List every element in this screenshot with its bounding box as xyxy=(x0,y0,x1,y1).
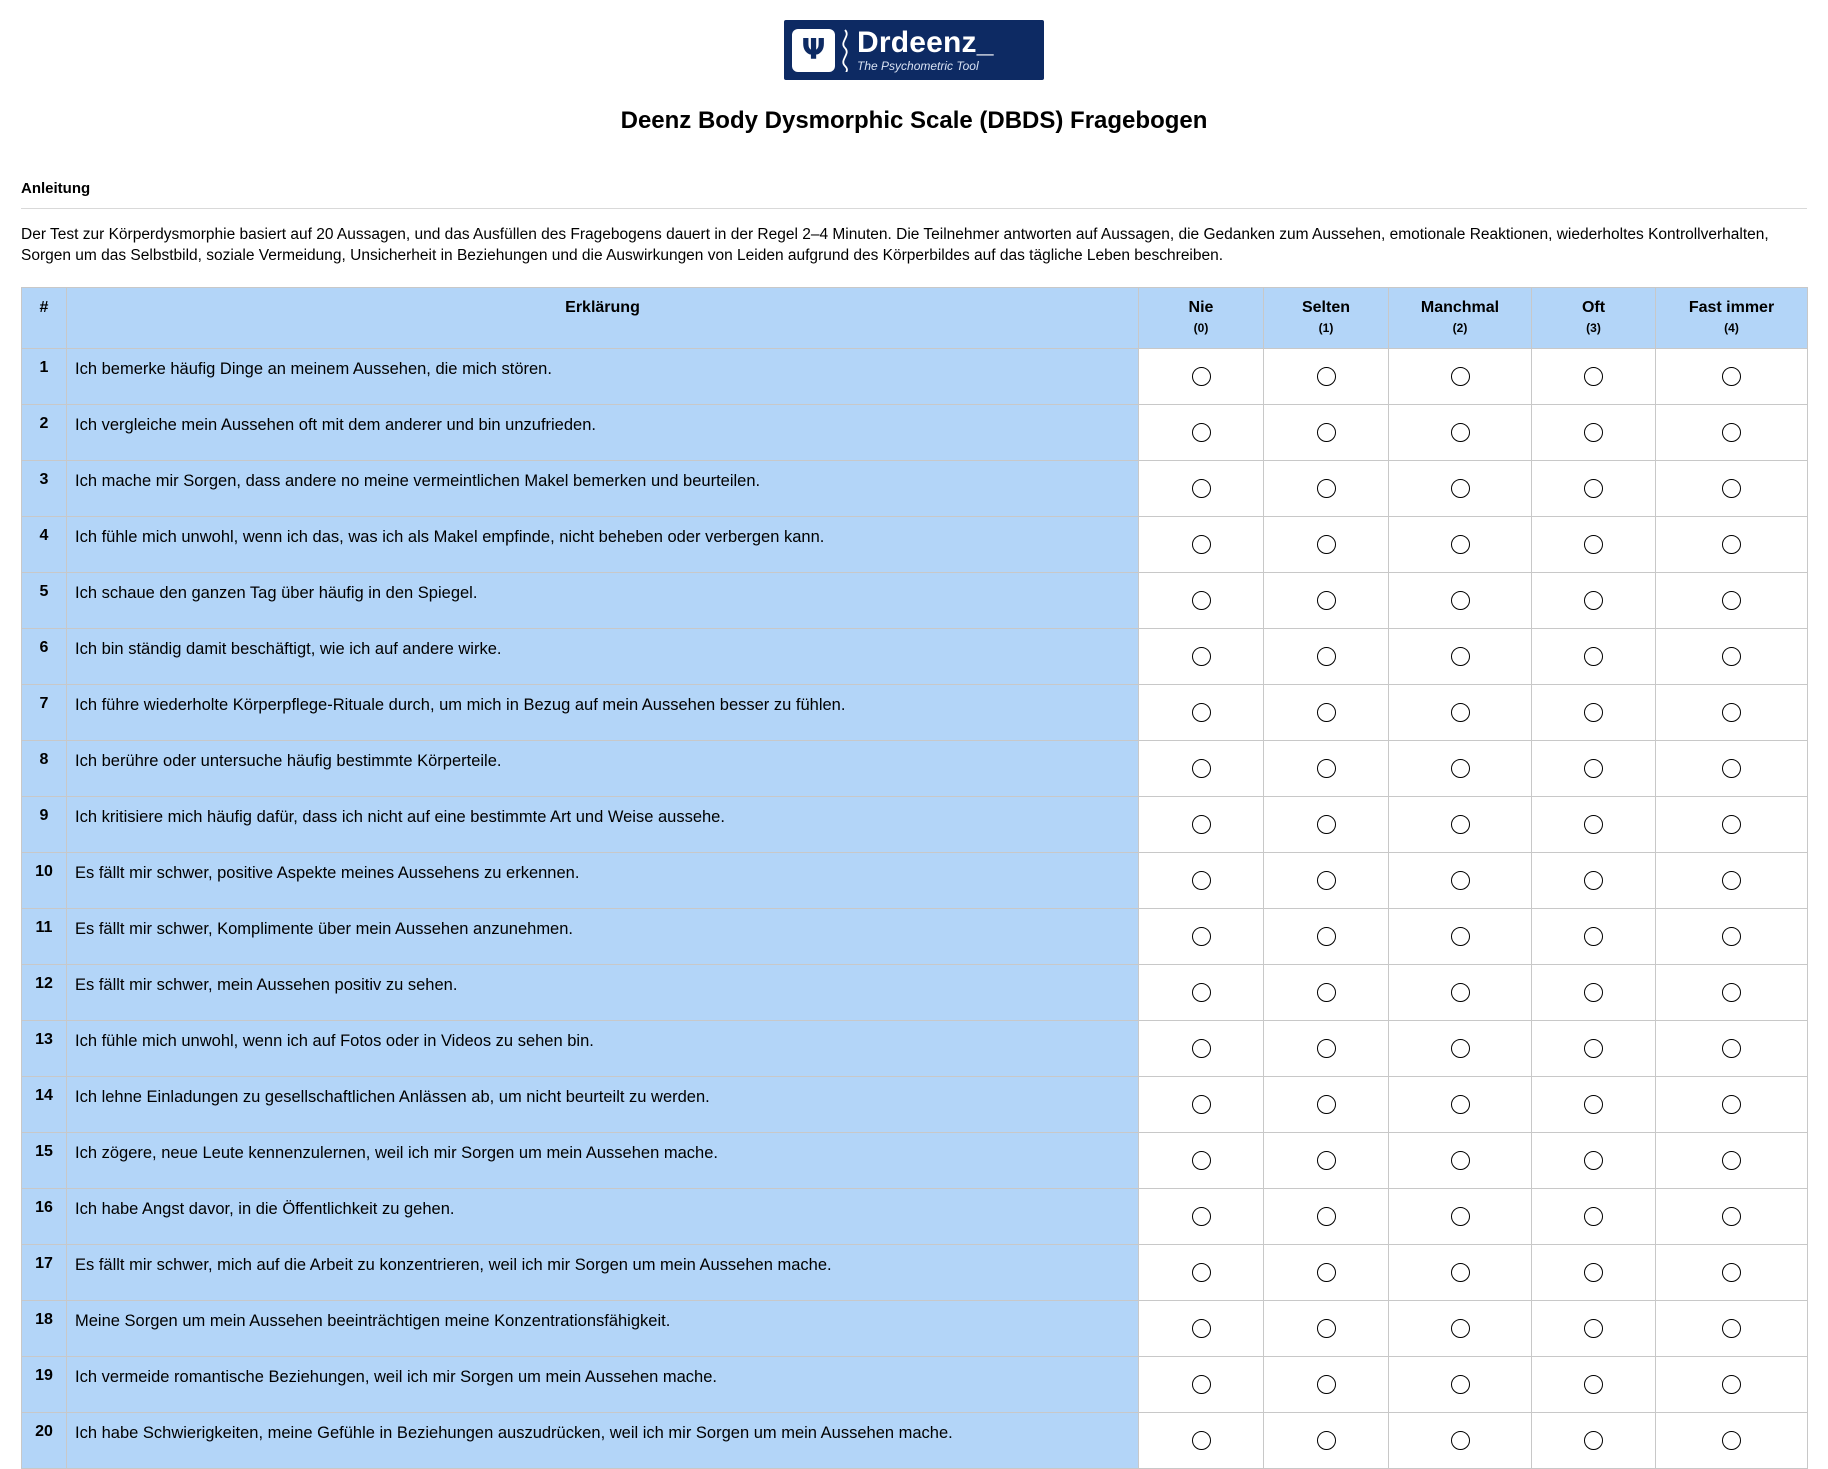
question-number: 4 xyxy=(22,517,67,573)
answer-radio[interactable] xyxy=(1451,1375,1470,1394)
answer-radio[interactable] xyxy=(1192,1151,1211,1170)
answer-radio[interactable] xyxy=(1584,1151,1603,1170)
answer-cell xyxy=(1532,1189,1656,1245)
answer-radio[interactable] xyxy=(1722,983,1741,1002)
answer-cell xyxy=(1656,797,1808,853)
answer-radio[interactable] xyxy=(1584,1095,1603,1114)
answer-cell xyxy=(1532,517,1656,573)
answer-cell xyxy=(1532,685,1656,741)
question-number: 7 xyxy=(22,685,67,741)
answer-radio[interactable] xyxy=(1584,927,1603,946)
answer-cell xyxy=(1264,1077,1389,1133)
table-header-row xyxy=(22,288,1808,349)
answer-cell xyxy=(1532,1301,1656,1357)
answer-cell xyxy=(1264,349,1389,405)
answer-radio[interactable] xyxy=(1317,1095,1336,1114)
table-row xyxy=(22,1413,1808,1469)
instructions-heading: Anleitung xyxy=(21,180,91,197)
answer-cell xyxy=(1139,853,1264,909)
answer-cell xyxy=(1389,629,1532,685)
answer-radio[interactable] xyxy=(1192,1431,1211,1450)
answer-cell xyxy=(1656,685,1808,741)
answer-cell xyxy=(1532,853,1656,909)
question-text: Ich schaue den ganzen Tag über häufig in den Spiegel. xyxy=(67,573,1139,629)
table-row xyxy=(22,629,1808,685)
answer-radio[interactable] xyxy=(1722,1319,1741,1338)
answer-radio[interactable] xyxy=(1584,983,1603,1002)
answer-radio[interactable] xyxy=(1722,1375,1741,1394)
answer-cell xyxy=(1389,853,1532,909)
answer-cell xyxy=(1389,685,1532,741)
answer-cell xyxy=(1656,629,1808,685)
header-number: # xyxy=(22,288,67,349)
answer-cell xyxy=(1532,1357,1656,1413)
answer-cell xyxy=(1656,853,1808,909)
answer-cell xyxy=(1656,517,1808,573)
answer-cell xyxy=(1139,1301,1264,1357)
answer-cell xyxy=(1656,1021,1808,1077)
answer-radio[interactable] xyxy=(1192,927,1211,946)
answer-cell xyxy=(1656,1133,1808,1189)
question-number: 8 xyxy=(22,741,67,797)
question-text: Ich zögere, neue Leute kennenzulernen, weil ich mir Sorgen um mein Aussehen mache. xyxy=(67,1133,1139,1189)
logo-text xyxy=(857,25,994,73)
answer-radio[interactable] xyxy=(1584,759,1603,778)
question-text: Ich fühle mich unwohl, wenn ich das, was ich als Makel empfinde, nicht beheben oder verbergen kann. xyxy=(67,517,1139,573)
answer-radio[interactable] xyxy=(1584,1207,1603,1226)
answer-cell xyxy=(1139,1357,1264,1413)
question-text: Ich kritisiere mich häufig dafür, dass ich nicht auf eine bestimmte Art und Weise aussehe. xyxy=(67,797,1139,853)
question-number: 20 xyxy=(22,1413,67,1469)
question-number: 9 xyxy=(22,797,67,853)
answer-cell xyxy=(1139,1133,1264,1189)
answer-cell xyxy=(1264,629,1389,685)
answer-radio[interactable] xyxy=(1722,479,1741,498)
answer-cell xyxy=(1389,1413,1532,1469)
question-text: Es fällt mir schwer, Komplimente über mein Aussehen anzunehmen. xyxy=(67,909,1139,965)
answer-cell xyxy=(1264,573,1389,629)
answer-radio[interactable] xyxy=(1317,535,1336,554)
answer-cell xyxy=(1264,741,1389,797)
question-text: Ich habe Schwierigkeiten, meine Gefühle in Beziehungen auszudrücken, weil ich mir Sorgen um mein Aussehen mache. xyxy=(67,1413,1139,1469)
answer-radio[interactable] xyxy=(1317,703,1336,722)
answer-cell xyxy=(1264,909,1389,965)
question-text: Ich bin ständig damit beschäftigt, wie ich auf andere wirke. xyxy=(67,629,1139,685)
answer-cell xyxy=(1389,461,1532,517)
answer-cell xyxy=(1139,909,1264,965)
answer-radio[interactable] xyxy=(1317,1263,1336,1282)
answer-cell xyxy=(1264,461,1389,517)
answer-cell xyxy=(1389,1077,1532,1133)
answer-cell xyxy=(1656,741,1808,797)
answer-radio[interactable] xyxy=(1722,815,1741,834)
table-row xyxy=(22,517,1808,573)
table-row xyxy=(22,685,1808,741)
answer-cell xyxy=(1532,629,1656,685)
question-number: 1 xyxy=(22,349,67,405)
answer-radio[interactable] xyxy=(1192,983,1211,1002)
table-row xyxy=(22,909,1808,965)
answer-cell xyxy=(1139,965,1264,1021)
answer-radio[interactable] xyxy=(1192,367,1211,386)
answer-cell xyxy=(1389,405,1532,461)
answer-cell xyxy=(1139,1245,1264,1301)
answer-radio[interactable] xyxy=(1317,647,1336,666)
header-option: Selten (1) xyxy=(1264,288,1389,349)
answer-radio[interactable] xyxy=(1722,871,1741,890)
question-text: Es fällt mir schwer, mein Aussehen positiv zu sehen. xyxy=(67,965,1139,1021)
answer-cell xyxy=(1264,965,1389,1021)
answer-radio[interactable] xyxy=(1722,423,1741,442)
answer-cell xyxy=(1264,405,1389,461)
answer-radio[interactable] xyxy=(1451,815,1470,834)
answer-cell xyxy=(1656,1189,1808,1245)
answer-radio[interactable] xyxy=(1192,535,1211,554)
answer-cell xyxy=(1656,573,1808,629)
answer-radio[interactable] xyxy=(1192,479,1211,498)
answer-radio[interactable] xyxy=(1451,1095,1470,1114)
answer-cell xyxy=(1139,461,1264,517)
answer-cell xyxy=(1139,517,1264,573)
answer-radio[interactable] xyxy=(1722,367,1741,386)
question-number: 11 xyxy=(22,909,67,965)
answer-cell xyxy=(1389,1021,1532,1077)
answer-cell xyxy=(1656,1357,1808,1413)
answer-radio[interactable] xyxy=(1317,983,1336,1002)
answer-radio[interactable] xyxy=(1584,1431,1603,1450)
answer-radio[interactable] xyxy=(1317,367,1336,386)
answer-cell xyxy=(1532,909,1656,965)
answer-cell xyxy=(1532,461,1656,517)
answer-radio[interactable] xyxy=(1192,423,1211,442)
answer-cell xyxy=(1389,573,1532,629)
answer-radio[interactable] xyxy=(1451,759,1470,778)
answer-cell xyxy=(1139,405,1264,461)
answer-radio[interactable] xyxy=(1451,871,1470,890)
answer-radio[interactable] xyxy=(1451,1207,1470,1226)
answer-radio[interactable] xyxy=(1192,647,1211,666)
question-number: 15 xyxy=(22,1133,67,1189)
answer-cell xyxy=(1389,517,1532,573)
answer-radio[interactable] xyxy=(1584,647,1603,666)
answer-radio[interactable] xyxy=(1192,815,1211,834)
answer-radio[interactable] xyxy=(1192,1263,1211,1282)
answer-radio[interactable] xyxy=(1317,591,1336,610)
answer-cell xyxy=(1264,1021,1389,1077)
answer-radio[interactable] xyxy=(1317,815,1336,834)
answer-cell xyxy=(1656,1413,1808,1469)
instructions-text: Der Test zur Körperdysmorphie basiert auf 20 Aussagen, und das Ausfüllen des Fragebogens dauert in der Regel 2–4 Minuten. Die Teilnehmer antworten auf Aussagen, die Gedanken zum Aussehen, emotionale Reaktionen, wiederholtes Kontrollverhalten, Sorgen um das Selbstbild, soziale Vermeidung, Unsicherheit in Beziehungen und die Auswirkungen von Leiden aufgrund des Körperbildes auf das tägliche Leben beschreiben. xyxy=(21,226,1769,264)
question-text: Ich vermeide romantische Beziehungen, weil ich mir Sorgen um mein Aussehen mache. xyxy=(67,1357,1139,1413)
answer-radio[interactable] xyxy=(1722,535,1741,554)
answer-radio[interactable] xyxy=(1451,1039,1470,1058)
question-text: Meine Sorgen um mein Aussehen beeinträchtigen meine Konzentrationsfähigkeit. xyxy=(67,1301,1139,1357)
table-row xyxy=(22,1357,1808,1413)
answer-radio[interactable] xyxy=(1451,423,1470,442)
question-text: Ich berühre oder untersuche häufig bestimmte Körperteile. xyxy=(67,741,1139,797)
answer-cell xyxy=(1389,1301,1532,1357)
answer-radio[interactable] xyxy=(1584,479,1603,498)
answer-radio[interactable] xyxy=(1722,759,1741,778)
table-row xyxy=(22,965,1808,1021)
answer-cell xyxy=(1264,1357,1389,1413)
answer-cell xyxy=(1656,1077,1808,1133)
question-text: Ich habe Angst davor, in die Öffentlichkeit zu gehen. xyxy=(67,1189,1139,1245)
answer-cell xyxy=(1389,909,1532,965)
answer-cell xyxy=(1389,349,1532,405)
answer-radio[interactable] xyxy=(1192,1095,1211,1114)
question-text: Ich fühle mich unwohl, wenn ich auf Fotos oder in Videos zu sehen bin. xyxy=(67,1021,1139,1077)
answer-radio[interactable] xyxy=(1722,1039,1741,1058)
answer-cell xyxy=(1139,349,1264,405)
answer-radio[interactable] xyxy=(1722,1151,1741,1170)
answer-cell xyxy=(1264,517,1389,573)
question-number: 5 xyxy=(22,573,67,629)
answer-radio[interactable] xyxy=(1722,1431,1741,1450)
answer-cell xyxy=(1139,1021,1264,1077)
question-number: 14 xyxy=(22,1077,67,1133)
brand-tagline: The Psychometric Tool xyxy=(857,58,979,73)
table-row xyxy=(22,797,1808,853)
question-number: 18 xyxy=(22,1301,67,1357)
answer-cell xyxy=(1656,1245,1808,1301)
answer-radio[interactable] xyxy=(1451,1319,1470,1338)
answer-radio[interactable] xyxy=(1317,1375,1336,1394)
table-row xyxy=(22,1077,1808,1133)
answer-cell xyxy=(1139,797,1264,853)
answer-radio[interactable] xyxy=(1192,1375,1211,1394)
answer-cell xyxy=(1656,461,1808,517)
answer-radio[interactable] xyxy=(1584,1263,1603,1282)
answer-radio[interactable] xyxy=(1584,591,1603,610)
question-text: Ich führe wiederholte Körperpflege-Rituale durch, um mich in Bezug auf mein Aussehen besser zu fühlen. xyxy=(67,685,1139,741)
answer-radio[interactable] xyxy=(1722,1095,1741,1114)
answer-radio[interactable] xyxy=(1192,871,1211,890)
answer-radio[interactable] xyxy=(1451,535,1470,554)
answer-radio[interactable] xyxy=(1451,647,1470,666)
answer-radio[interactable] xyxy=(1451,1431,1470,1450)
answer-cell xyxy=(1139,573,1264,629)
answer-radio[interactable] xyxy=(1317,1431,1336,1450)
table-row xyxy=(22,1301,1808,1357)
answer-radio[interactable] xyxy=(1451,479,1470,498)
answer-radio[interactable] xyxy=(1451,1151,1470,1170)
answer-radio[interactable] xyxy=(1192,591,1211,610)
answer-radio[interactable] xyxy=(1192,759,1211,778)
answer-radio[interactable] xyxy=(1317,1319,1336,1338)
answer-cell xyxy=(1139,629,1264,685)
questionnaire-table xyxy=(21,287,1808,1469)
answer-radio[interactable] xyxy=(1584,1039,1603,1058)
question-text: Ich mache mir Sorgen, dass andere no meine vermeintlichen Makel bemerken und beurteilen. xyxy=(67,461,1139,517)
answer-radio[interactable] xyxy=(1584,1319,1603,1338)
answer-radio[interactable] xyxy=(1451,927,1470,946)
table-row xyxy=(22,461,1808,517)
answer-cell xyxy=(1656,349,1808,405)
answer-cell xyxy=(1532,1245,1656,1301)
answer-radio[interactable] xyxy=(1722,927,1741,946)
answer-radio[interactable] xyxy=(1451,1263,1470,1282)
table-row xyxy=(22,1021,1808,1077)
answer-cell xyxy=(1656,909,1808,965)
table-row xyxy=(22,573,1808,629)
logo-banner xyxy=(784,20,1044,80)
answer-radio[interactable] xyxy=(1584,423,1603,442)
answer-cell xyxy=(1532,741,1656,797)
answer-cell xyxy=(1656,1301,1808,1357)
answer-radio[interactable] xyxy=(1584,815,1603,834)
table-row xyxy=(22,1245,1808,1301)
answer-radio[interactable] xyxy=(1584,1375,1603,1394)
answer-radio[interactable] xyxy=(1192,1319,1211,1338)
answer-cell xyxy=(1264,797,1389,853)
answer-radio[interactable] xyxy=(1722,591,1741,610)
answer-cell xyxy=(1264,1301,1389,1357)
answer-cell xyxy=(1389,1357,1532,1413)
answer-radio[interactable] xyxy=(1317,927,1336,946)
answer-radio[interactable] xyxy=(1317,423,1336,442)
answer-cell xyxy=(1139,1189,1264,1245)
question-number: 10 xyxy=(22,853,67,909)
answer-radio[interactable] xyxy=(1584,367,1603,386)
answer-radio[interactable] xyxy=(1584,703,1603,722)
answer-radio[interactable] xyxy=(1451,591,1470,610)
answer-cell xyxy=(1264,853,1389,909)
brand-name: Drdeenz_ xyxy=(857,25,994,59)
answer-radio[interactable] xyxy=(1317,1207,1336,1226)
answer-cell xyxy=(1532,1021,1656,1077)
question-number: 16 xyxy=(22,1189,67,1245)
question-number: 19 xyxy=(22,1357,67,1413)
question-text: Ich bemerke häufig Dinge an meinem Aussehen, die mich stören. xyxy=(67,349,1139,405)
answer-radio[interactable] xyxy=(1192,703,1211,722)
question-text: Ich lehne Einladungen zu gesellschaftlichen Anlässen ab, um nicht beurteilt zu werden. xyxy=(67,1077,1139,1133)
header-statement: Erklärung xyxy=(67,288,1139,349)
answer-cell xyxy=(1389,965,1532,1021)
answer-cell xyxy=(1389,1245,1532,1301)
table-row xyxy=(22,741,1808,797)
answer-radio[interactable] xyxy=(1317,759,1336,778)
answer-radio[interactable] xyxy=(1451,703,1470,722)
question-number: 2 xyxy=(22,405,67,461)
answer-cell xyxy=(1532,573,1656,629)
answer-radio[interactable] xyxy=(1722,1263,1741,1282)
answer-radio[interactable] xyxy=(1722,1207,1741,1226)
answer-cell xyxy=(1139,1077,1264,1133)
table-row xyxy=(22,1189,1808,1245)
answer-cell xyxy=(1532,1413,1656,1469)
answer-cell xyxy=(1389,1133,1532,1189)
answer-radio[interactable] xyxy=(1451,983,1470,1002)
answer-cell xyxy=(1139,685,1264,741)
answer-radio[interactable] xyxy=(1192,1207,1211,1226)
answer-radio[interactable] xyxy=(1722,647,1741,666)
header-option: Manchmal (2) xyxy=(1389,288,1532,349)
answer-cell xyxy=(1656,965,1808,1021)
header-option: Oft (3) xyxy=(1532,288,1656,349)
answer-radio[interactable] xyxy=(1192,1039,1211,1058)
question-number: 17 xyxy=(22,1245,67,1301)
answer-cell xyxy=(1532,1077,1656,1133)
table-row xyxy=(22,1133,1808,1189)
answer-cell xyxy=(1264,1133,1389,1189)
question-number: 3 xyxy=(22,461,67,517)
wave-icon xyxy=(841,28,853,72)
question-number: 12 xyxy=(22,965,67,1021)
table-row xyxy=(22,405,1808,461)
divider xyxy=(21,208,1807,209)
answer-cell xyxy=(1532,1133,1656,1189)
question-number: 6 xyxy=(22,629,67,685)
table-row xyxy=(22,349,1808,405)
answer-cell xyxy=(1264,1189,1389,1245)
answer-cell xyxy=(1139,741,1264,797)
answer-cell xyxy=(1532,797,1656,853)
answer-cell xyxy=(1264,1413,1389,1469)
header-option: Fast immer (4) xyxy=(1656,288,1808,349)
answer-cell xyxy=(1532,349,1656,405)
question-text: Es fällt mir schwer, positive Aspekte meines Aussehens zu erkennen. xyxy=(67,853,1139,909)
table-row xyxy=(22,853,1808,909)
answer-radio[interactable] xyxy=(1317,1151,1336,1170)
answer-radio[interactable] xyxy=(1451,367,1470,386)
brand-logo xyxy=(784,20,1044,80)
answer-cell xyxy=(1264,1245,1389,1301)
header-option: Nie (0) xyxy=(1139,288,1264,349)
psi-icon: Ψ xyxy=(792,29,835,72)
answer-cell xyxy=(1389,797,1532,853)
question-text: Es fällt mir schwer, mich auf die Arbeit zu konzentrieren, weil ich mir Sorgen um mein Aussehen mache. xyxy=(67,1245,1139,1301)
answer-cell xyxy=(1264,685,1389,741)
answer-cell xyxy=(1532,965,1656,1021)
question-text: Ich vergleiche mein Aussehen oft mit dem anderer und bin unzufrieden. xyxy=(67,405,1139,461)
answer-cell xyxy=(1389,1189,1532,1245)
answer-cell xyxy=(1532,405,1656,461)
page-title: Deenz Body Dysmorphic Scale (DBDS) Fragebogen xyxy=(620,107,1208,134)
answer-radio[interactable] xyxy=(1584,535,1603,554)
question-number: 13 xyxy=(22,1021,67,1077)
answer-cell xyxy=(1389,741,1532,797)
answer-cell xyxy=(1656,405,1808,461)
answer-cell xyxy=(1139,1413,1264,1469)
answer-radio[interactable] xyxy=(1317,479,1336,498)
answer-radio[interactable] xyxy=(1722,703,1741,722)
answer-radio[interactable] xyxy=(1317,871,1336,890)
answer-radio[interactable] xyxy=(1317,1039,1336,1058)
answer-radio[interactable] xyxy=(1584,871,1603,890)
question-rows xyxy=(22,349,1808,1469)
